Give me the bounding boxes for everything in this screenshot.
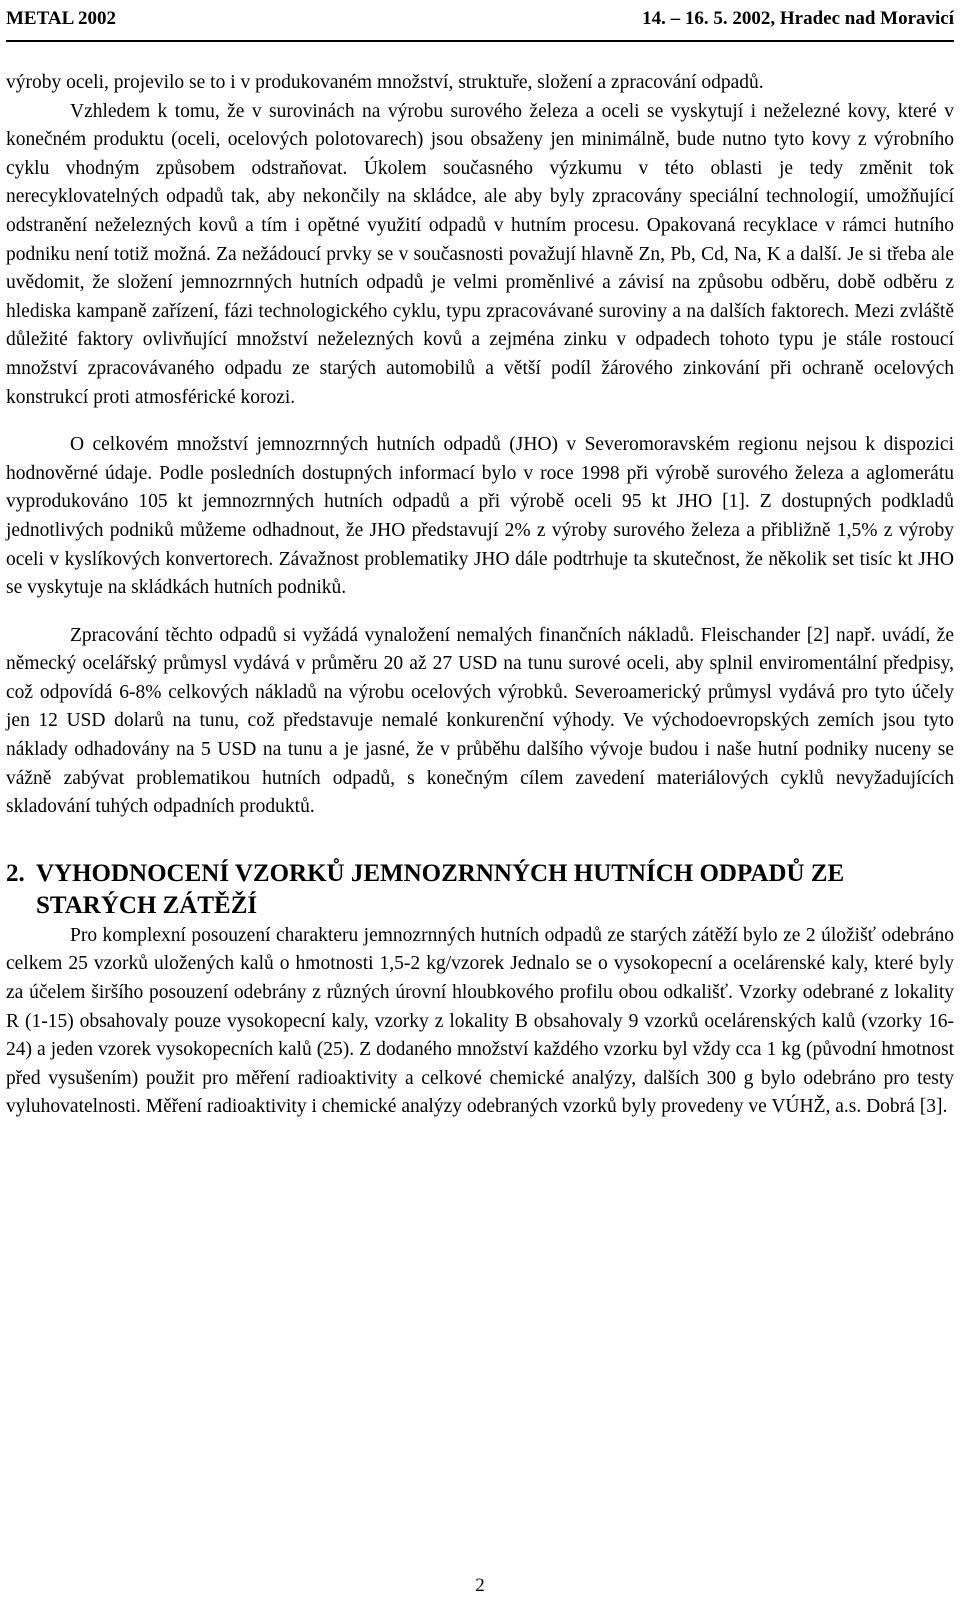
conference-date-location: 14. – 16. 5. 2002, Hradec nad Moravicí [642,8,954,29]
section-heading [6,858,954,922]
paragraph-samples: Pro komplexní posouzení charakteru jemnozrnných hutních odpadů ze starých zátěží bylo ze 2 úložišť odebráno celkem 25 vzorků uložených kalů o hmotnosti 1,5-2 kg/vzorek Jednalo se o vysokopecní a ocelárenské kaly, které byly za účelem širšího posouzení odebrány z různých úrovní hloubkového profilu obou odkališť. Vzorky odebrané z lokality R (1-15) obsahovaly pouze vysokopecní kaly, vzorky z lokality B obsahovaly 9 vzorků ocelárenských kalů (vzorky 16-24) a jeden vzorek vysokopecních kalů (25). Z dodaného množství každého vzorku byl vždy cca 1 kg (původní hmotnost před vysušením) použit pro měření radioaktivity a celkové chemické analýzy, dalších 300 g bylo odebráno pro testy vyluhovatelnosti. Měření radioaktivity i chemické analýzy odebraných vzorků byly provedeny ve VÚHŽ, a.s. Dobrá [3]. [6,924,954,1118]
section-title: VYHODNOCENÍ VZORKŮ JEMNOZRNNÝCH HUTNÍCH ODPADŮ ZE STARÝCH ZÁTĚŽÍ [36,859,845,919]
paragraph-jho-quantity: O celkovém množství jemnozrnných hutních odpadů (JHO) v Severomoravském regionu nejsou k dispozici hodnověrné údaje. Podle posledních dostupných informací bylo v roce 1998 při výrobě surového železa a aglomerátu vyprodukováno 105 kt jemnozrnných hutních odpadů a při výrobě oceli 95 kt JHO [1]. Z dostupných podkladů jednotlivých podniků můžeme odhadnout, že JHO představují 2% z výroby surového železa a přibližně 1,5% z výroby oceli v kyslíkových konvertorech. Závažnost problematiky JHO dále podtrhuje ta skutečnost, že několik set tisíc kt JHO se vyskytuje na skládkách hutních podniků. [6,434,954,599]
paragraph-processing-costs: Zpracování těchto odpadů si vyžádá vynaložení nemalých finančních nákladů. Fleischander [2] např. uvádí, že německý ocelářský průmysl vydává v průměru 20 až 27 USD na tunu surové oceli, aby splnil enviromentální předpisy, což odpovídá 6-8% celkových nákladů na výrobu ocelových výrobků. Severoamerický průmysl vydává pro tyto účely jen 12 USD dolarů na tunu, což představuje nemalé konkurenční výhody. Ve východoevropských zemích jsou tyto náklady odhadovány na 5 USD na tunu a je jasné, že v průběhu dalšího vývoje budou i naše hutní podniky nuceny se vážně zabývat problematikou hutních odpadů, s konečným cílem zavedení materiálových cyklů nevyžadujících skladování tuhých odpadních produktů. [6,624,954,818]
page-body [6,69,954,1122]
page-header [6,0,954,42]
section-number: 2. [6,859,25,887]
paragraph-nonferrous-metals: Vzhledem k tomu, že v surovinách na výrobu surového železa a oceli se vyskytují i neželezné kovy, které v konečném produktu (oceli, ocelových polotovarech) jsou obsaženy jen minimálně, bude nutno tyto kovy z výrobního cyklu vhodným způsobem odstraňovat. Úkolem současného výzkumu v této oblasti je tedy změnit tok nerecyklovatelných odpadů tak, aby nekončily na skládce, ale aby byly zpracovány speciální technologií, umožňující odstranění neželezných kovů a tím i opětné využití odpadů v hutním procesu. Opakovaná recyklace v rámci hutního podniku není totiž možná. Za nežádoucí prvky se v současnosti považují hlavně Zn, Pb, Cd, Na, K a další. Je si třeba ale uvědomit, že složení jemnozrnných hutních odpadů je velmi proměnlivé a závisí na způsobu odběru, době odběru z hlediska kampaně zařízení, fázi technologického cyklu, typu zpracovávané suroviny a na dalších faktorech. Mezi zvláště důležité faktory ovlivňující množství neželezných kovů a zejména zinku v odpadech tohoto typu je stále rostoucí množství zpracovávaného odpadu ze starých automobilů a větší podíl žárového zinkování při ochraně ocelových konstrukcí proti atmosférické korozi. [6,100,954,408]
conference-name: METAL 2002 [6,8,116,29]
page-number: 2 [475,1575,485,1596]
paragraph-continuation: výroby oceli, projevilo se to i v produkovaném množství, struktuře, složení a zpracování odpadů. [6,72,764,93]
